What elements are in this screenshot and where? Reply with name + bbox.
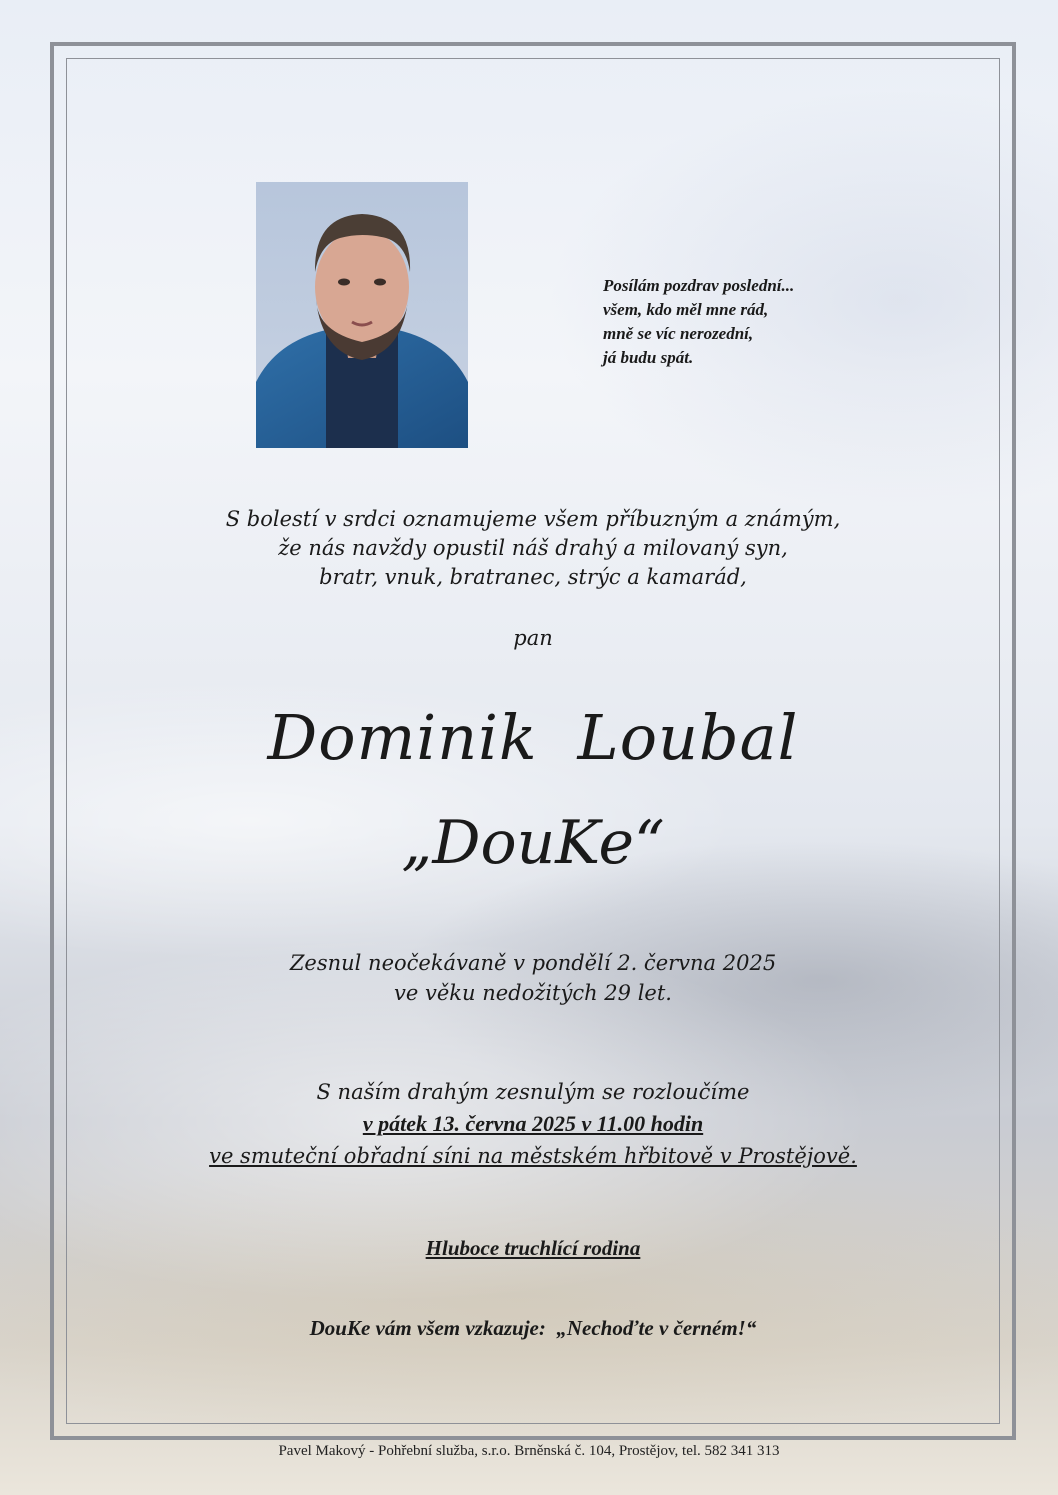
death-info (66, 948, 1000, 1008)
funeral-service-footer: Pavel Makový - Pohřební služba, s.r.o. Brněnská č. 104, Prostějov, tel. 582 341 313 (278, 1443, 780, 1459)
family-text: Hluboce truchlící rodina (425, 1236, 641, 1260)
nickname: „DouKe“ (401, 808, 665, 878)
ceremony-location: ve smuteční obřadní síni na městském hřbitově v Prostějově. (209, 1144, 857, 1168)
deceased-name (66, 700, 1000, 776)
poem-line: mně se víc nerozední, (603, 324, 754, 343)
poem-line: všem, kdo měl mne rád, (603, 300, 769, 319)
farewell-ceremony-info (66, 1076, 1000, 1172)
farewell-intro: S naším drahým zesnulým se rozloučíme (316, 1080, 750, 1104)
announcement-line: bratr, vnuk, bratranec, strýc a kamarád, (319, 565, 747, 589)
age-line: ve věku nedožitých 29 let. (394, 981, 672, 1005)
death-date-line: Zesnul neočekávaně v pondělí 2. června 2025 (289, 951, 777, 975)
announcement-text (66, 505, 1000, 592)
first-name: Dominik (267, 701, 538, 774)
announcement-line: S bolestí v srdci oznamujeme všem příbuzným a známým, (225, 507, 841, 531)
announcement-line: že nás navždy opustil náš drahý a milovaný syn, (278, 536, 788, 560)
portrait-photo (256, 182, 468, 448)
poem-line: Posílám pozdrav poslední... (603, 276, 795, 295)
poem-line: já budu spát. (603, 348, 694, 367)
farewell-poem (603, 274, 923, 370)
ceremony-datetime: v pátek 13. června 2025 v 11.00 hodin (362, 1111, 704, 1136)
title-word: pan (513, 626, 553, 650)
deceased-message: DouKe vám všem vzkazuje: „Nechoďte v černém!“ (309, 1316, 757, 1340)
last-name: Loubal (577, 701, 799, 774)
family-signature (66, 1236, 1000, 1261)
